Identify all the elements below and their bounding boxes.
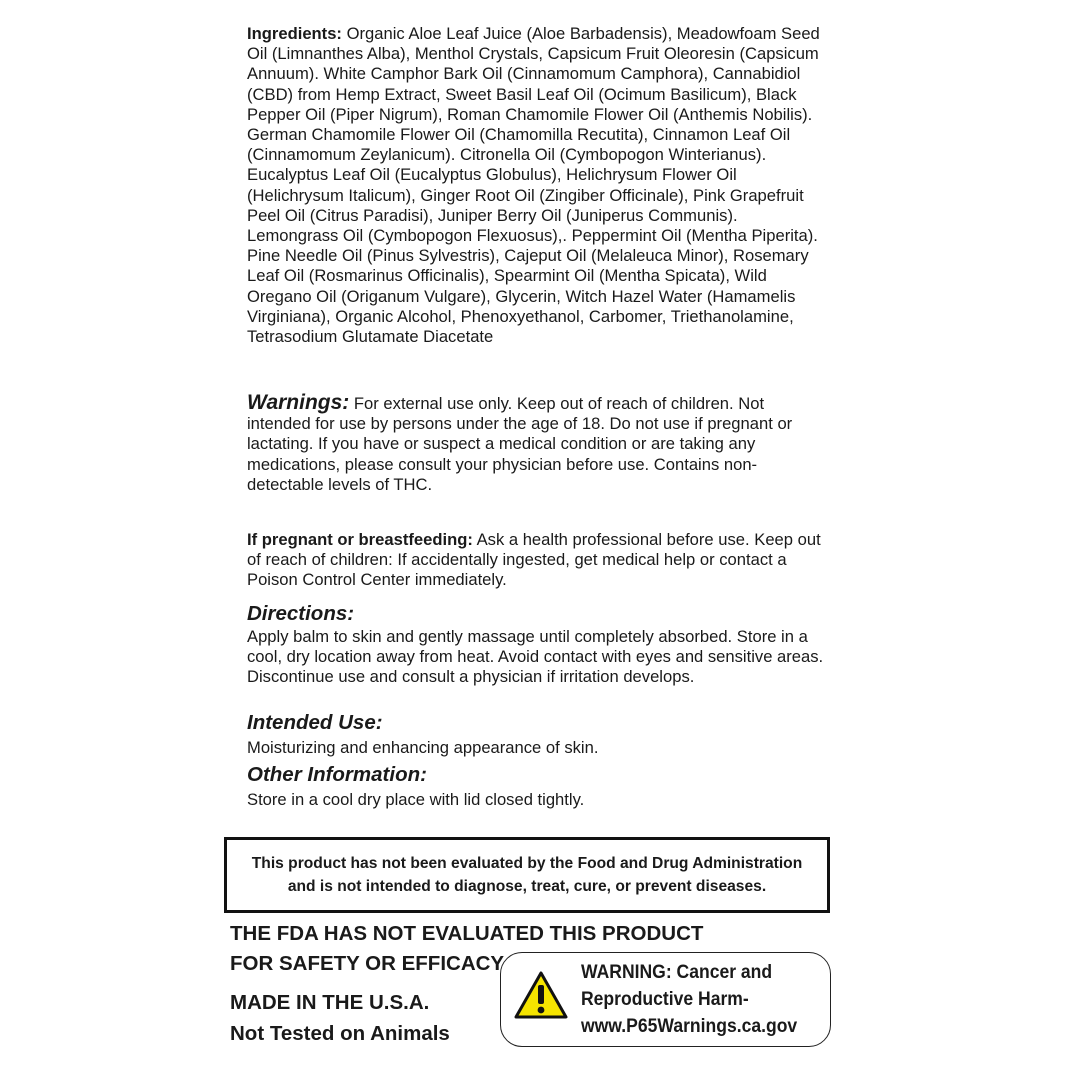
fda-disclaimer-line1: This product has not been evaluated by the Food and Drug Administration xyxy=(251,855,803,872)
ingredients-section xyxy=(247,24,827,347)
fda-statement-line1: THE FDA HAS NOT EVALUATED THIS PRODUCT xyxy=(230,922,704,945)
pregnancy-section xyxy=(247,530,827,591)
pregnancy-label: If pregnant or breastfeeding: xyxy=(247,530,473,549)
prop65-link: www.P65Warnings.ca.gov xyxy=(581,1015,798,1037)
fda-disclaimer-box xyxy=(224,837,830,913)
prop65-warning-box xyxy=(500,952,831,1047)
not-tested-on-animals: Not Tested on Animals xyxy=(230,1022,450,1045)
warnings-label: Warnings: xyxy=(247,391,350,414)
intended-use-text: Moisturizing and enhancing appearance of skin. xyxy=(247,738,599,757)
warning-triangle-icon xyxy=(513,970,569,1020)
made-in-usa: MADE IN THE U.S.A. xyxy=(230,991,430,1014)
prop65-line1: WARNING: Cancer and xyxy=(581,961,773,983)
other-information-text: Store in a cool dry place with lid closed tightly. xyxy=(247,790,585,809)
intended-use-title: Intended Use: xyxy=(247,711,383,734)
prop65-warning-text xyxy=(581,959,797,1040)
fda-disclaimer-line2: and is not intended to diagnose, treat, cure, or prevent diseases. xyxy=(287,878,767,895)
pregnancy-text: Ask a health professional before use. Keep out of reach of children: If accidentally ingested, get medical help or contact a Poison Control Center immediately. xyxy=(247,530,821,590)
fda-statement-line2: FOR SAFETY OR EFFICACY xyxy=(230,952,505,975)
other-information-title: Other Information: xyxy=(247,763,427,786)
ingredients-text: Organic Aloe Leaf Juice (Aloe Barbadensis), Meadowfoam Seed Oil (Limnanthes Alba), Menthol Crystals, Capsicum Fruit Oleoresin (Capsicum Annuum). White Camphor Bark Oil (Cinnamomum Camphora), Cannabidiol (CBD) from Hemp Extract, Sweet Basil Leaf Oil (Ocimum Basilicum), Black Pepper Oil (Piper Nigrum), Roman Chamomile Flower Oil (Anthemis Nobilis). German Chamomile Flower Oil (Chamomilla Recutita), Cinnamon Leaf Oil (Cinnamomum Zeylanicum). Citronella Oil (Cymbopogon Winterianus). Eucalyptus Leaf Oil (Eucalyptus Globulus), Helichrysum Flower Oil (Helichrysum Italicum), Ginger Root Oil (Zingiber Officinale), Pink Grapefruit Peel Oil (Citrus Paradisi), Juniper Berry Oil (Juniperus Communis). Lemongrass Oil (Cymbopogon Flexuosus),. Peppermint Oil (Mentha Piperita). Pine Needle Oil (Pinus Sylvestris), Cajeput Oil (Melaleuca Minor), Rosemary Leaf Oil (Rosmarinus Officinalis), Spearmint Oil (Mentha Spicata), Wild Oregano Oil (Origanum Vulgare), Glycerin, Witch Hazel Water (Hamamelis Virginiana), Organic Alcohol, Phenoxyethanol, Carbomer, Triethanolamine, Tetrasodium Glutamate Diacetate xyxy=(247,24,820,347)
ingredients-label: Ingredients: xyxy=(247,24,342,43)
directions-title: Directions: xyxy=(247,602,355,625)
warnings-text: For external use only. Keep out of reach of children. Not intended for use by persons under the age of 18. Do not use if pregnant or lactating. If you have or suspect a medical condition or are taking any medications, please consult your physician before use. Contains non-detectable levels of THC. xyxy=(247,394,793,494)
directions-text: Apply balm to skin and gently massage until completely absorbed. Store in a cool, dry location away from heat. Avoid contact with eyes and sensitive areas. Discontinue use and consult a physician if irritation develops. xyxy=(247,627,824,687)
prop65-line2: Reproductive Harm- xyxy=(581,988,749,1010)
warnings-section xyxy=(247,393,827,495)
